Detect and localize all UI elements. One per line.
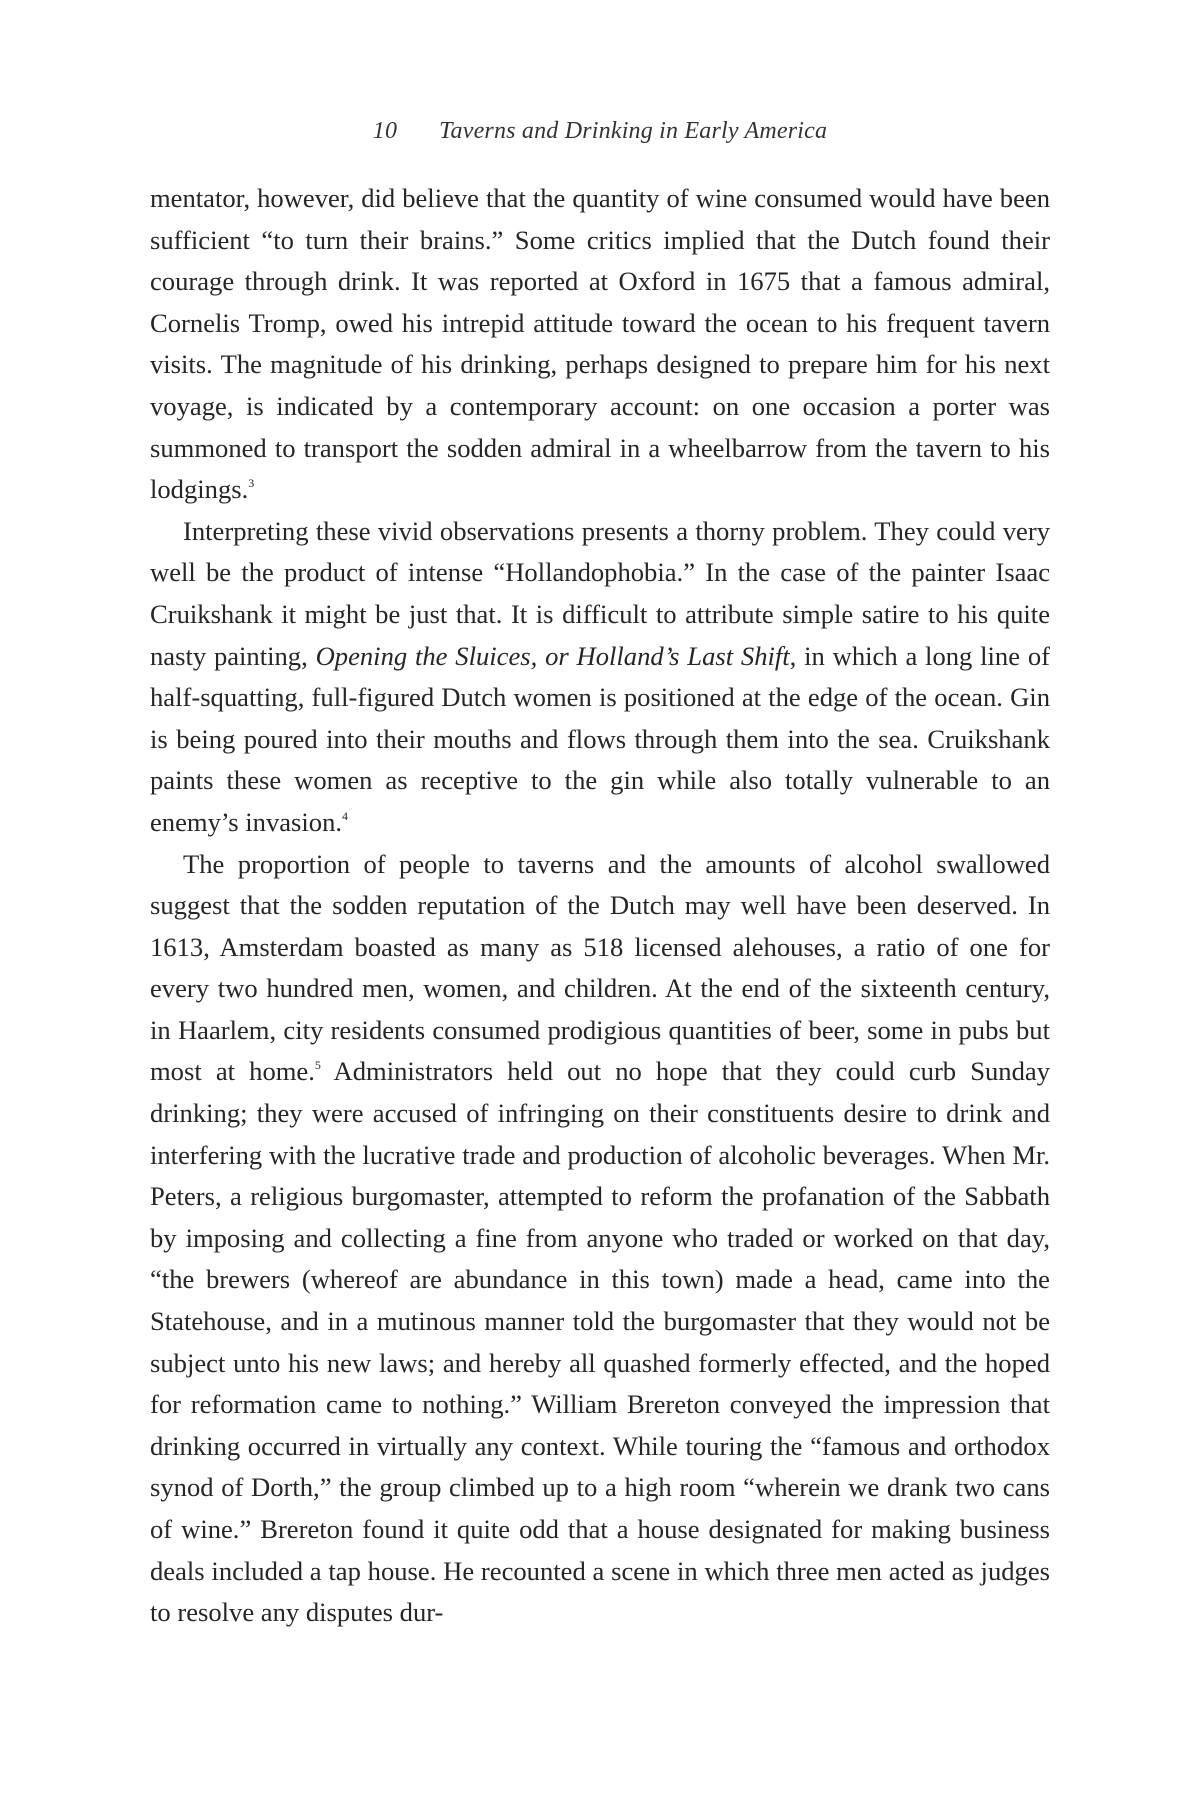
footnote-marker: 5: [314, 1058, 321, 1073]
paragraph-text: Administrators held out no hope that they could curb Sunday drinking; they were accused of infringing on their constituents desire to drink and interfering with the lucrative trade and production of alcoholic beverages. When Mr. Peters, a religious burgomaster, attempted to reform the profanation of the Sabbath by imposing and collecting a fine from anyone who traded or worked on that day, “the brewers (whereof are abundance in this town) made a head, came into the Statehouse, and in a mutinous manner told the burgomaster that they would not be subject unto his new laws; and hereby all quashed formerly effected, and the hoped for reformation came to nothing.” William Brereton conveyed the impression that drinking occurred in virtually any context. While touring the “famous and orthodox synod of Dorth,” the group climbed up to a high room “wherein we drank two cans of wine.” Brereton found it quite odd that a house designated for making business deals included a tap house. He recounted a scene in which three men acted as judges to resolve any disputes dur-: [150, 1056, 1050, 1628]
body-text: [150, 178, 1050, 1634]
paragraph-2: [150, 511, 1050, 844]
paragraph-text: mentator, however, did believe that the quantity of wine consumed would have been sufficient “to turn their brains.” Some critics implied that the Dutch found their courage through drink. It was reported at Oxford in 1675 that a famous admiral, Cornelis Tromp, owed his intrepid attitude toward the ocean to his frequent tavern visits. The magnitude of his drinking, perhaps designed to prepare him for his next voyage, is indicated by a contemporary account: on one occasion a porter was summoned to transport the sodden admiral in a wheelbarrow from the tavern to his lodgings.: [150, 183, 1050, 505]
footnote-marker: 3: [248, 476, 255, 491]
paragraph-1: [150, 178, 1050, 511]
paragraph-text: The proportion of people to taverns and the amounts of alcohol swallowed suggest that the sodden reputation of the Dutch may well have been deserved. In 1613, Amsterdam boasted as many as 518 licensed alehouses, a ratio of one for every two hundred men, women, and children. At the end of the sixteenth century, in Haarlem, city residents consumed prodigious quantities of beer, some in pubs but most at home.: [150, 848, 1050, 1087]
running-head: [0, 118, 1200, 145]
footnote-marker: 4: [342, 808, 349, 823]
paragraph-text: in which a long line of half-squatting, full-figured Dutch women is positioned at the edge of the ocean. Gin is being poured into their mouths and flows through them into the sea. Cruikshank paints these women as receptive to the gin while also totally vulnerable to an enemy’s invasion.: [150, 640, 1050, 837]
paragraph-text: Interpreting these vivid observations presents a thorny problem. They could very well be the product of intense “Hollandophobia.” In the case of the painter Isaac Cruikshank it might be just that. It is difficult to attribute simple satire to his quite nasty painting,: [150, 515, 1050, 671]
page-number: 10: [372, 118, 398, 144]
painting-title: Opening the Sluices, or Holland’s Last Shift,: [315, 640, 797, 671]
running-title: Taverns and Drinking in Early America: [439, 118, 828, 144]
paragraph-3: [150, 844, 1050, 1634]
